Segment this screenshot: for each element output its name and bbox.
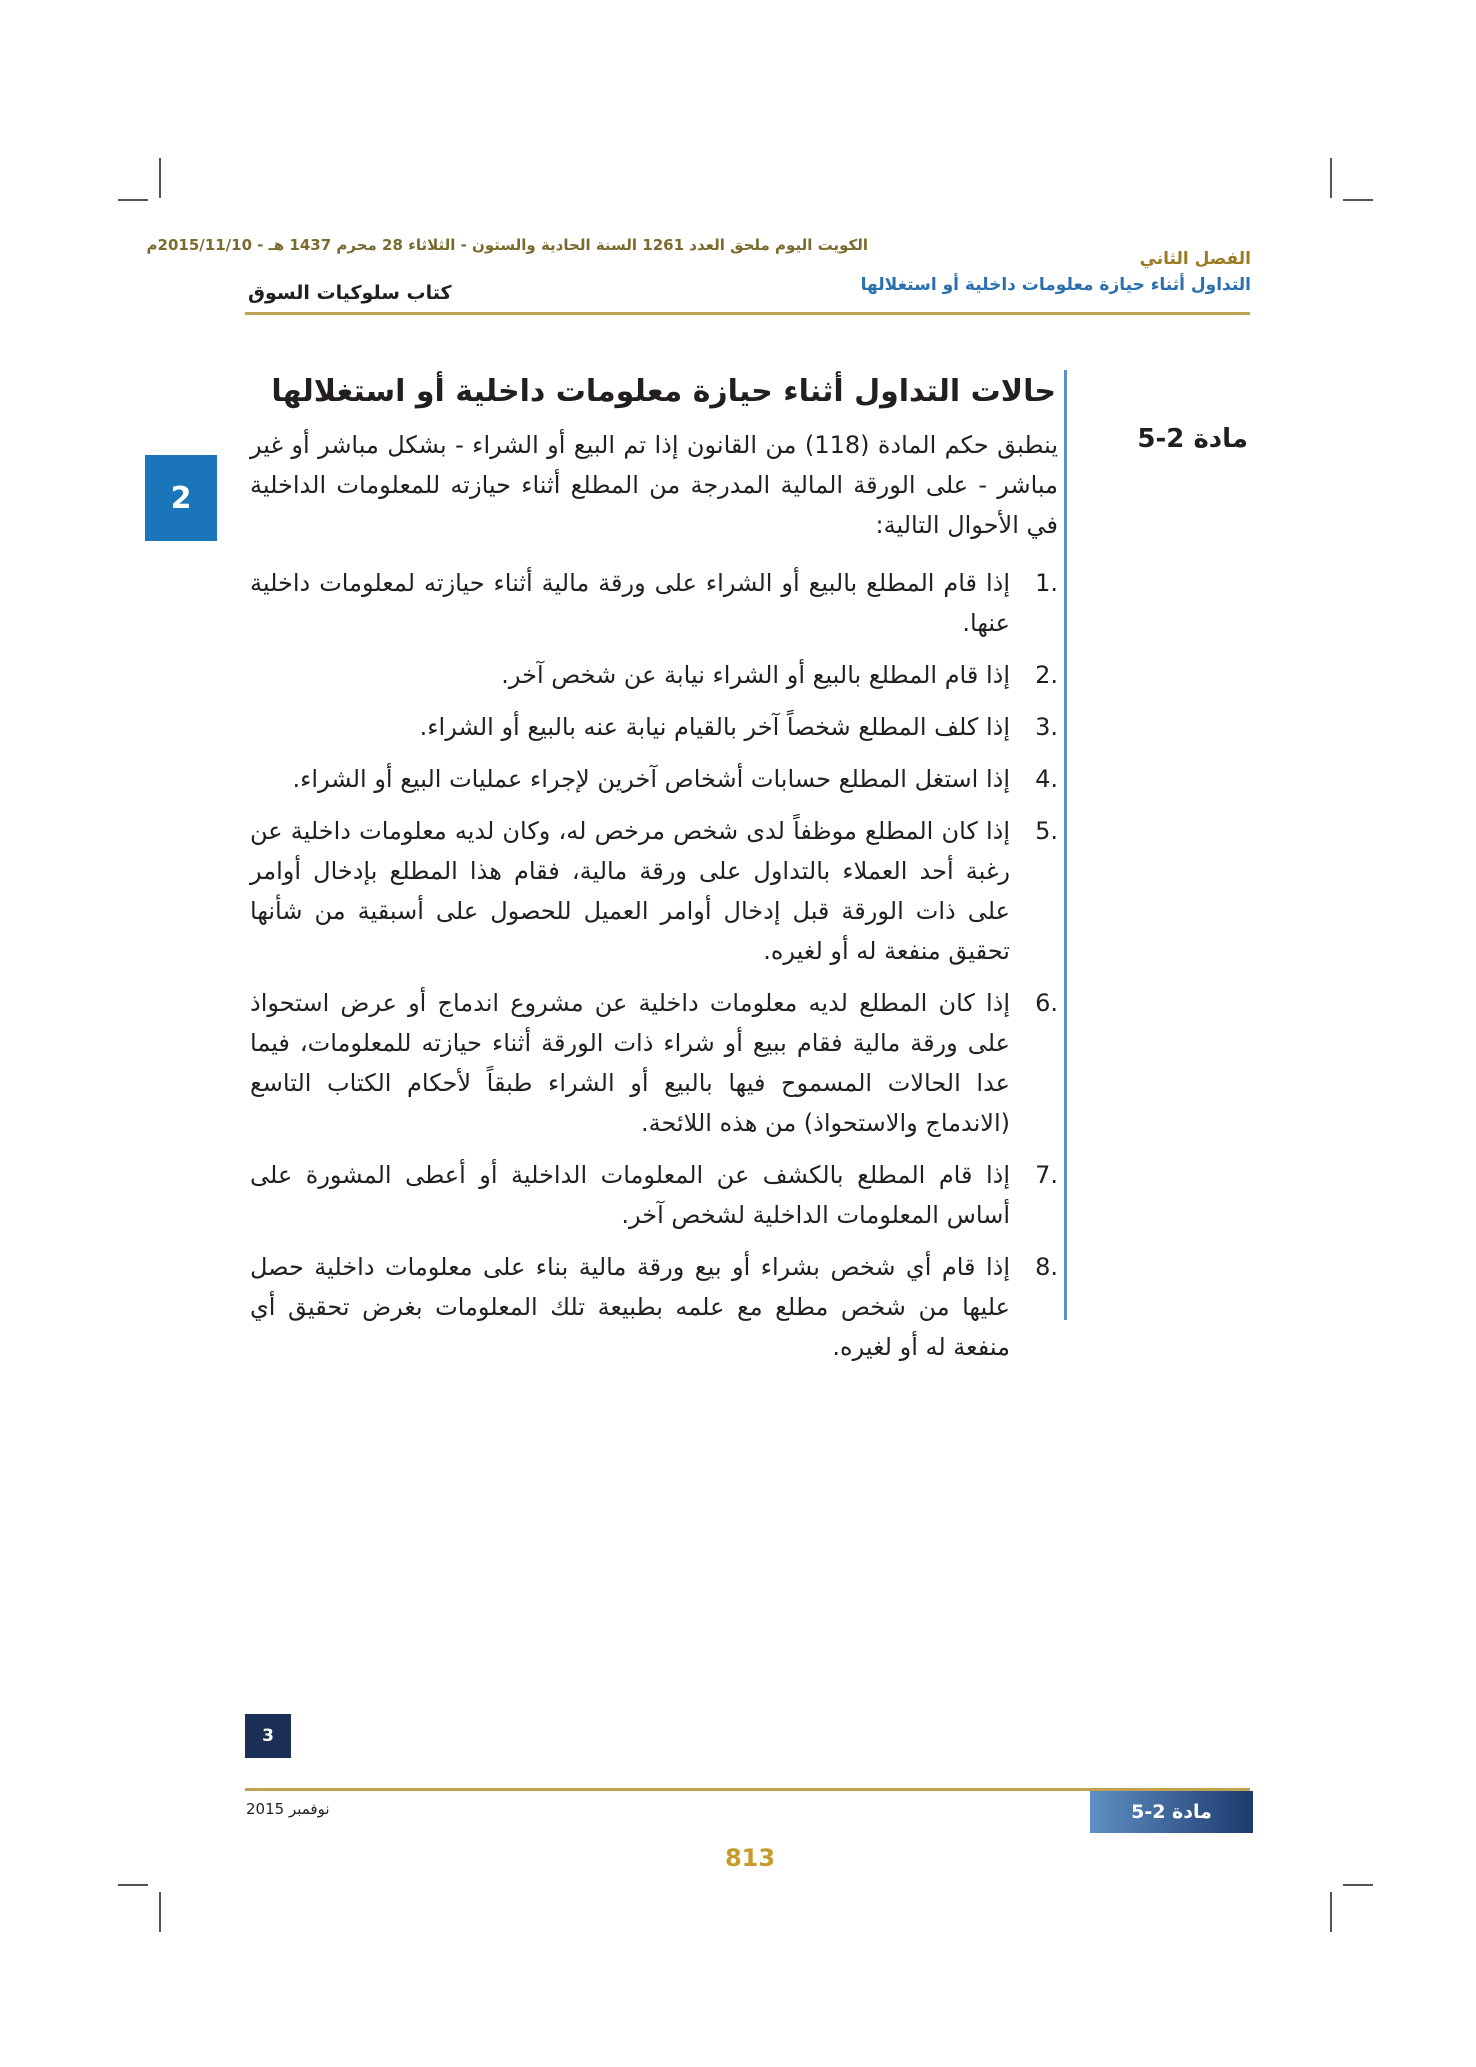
item-text: إذا كان المطلع لديه معلومات داخلية عن مشروع اندماج أو عرض استحواذ على ورقة مالية فقام ببيع أو شراء ذات الورقة أثناء حيازته للمعلومات، فيما عدا الحالات المسموح فيها بالبيع أو الشراء طبقاً لأحكام الكتاب التاسع (الاندماج والاستحواذ) من هذه اللائحة. bbox=[250, 989, 1010, 1137]
crop-mark bbox=[159, 1892, 161, 1932]
intro-paragraph: ينطبق حكم المادة (118) من القانون إذا تم البيع أو الشراء - بشكل مباشر أو غير مباشر - على الورقة المالية المدرجة من المطلع أثناء حيازته للمعلومات الداخلية في الأحوال التالية: bbox=[250, 431, 1058, 539]
list-item bbox=[250, 759, 1058, 799]
list-item bbox=[250, 1155, 1058, 1235]
crop-mark bbox=[118, 199, 148, 201]
footer-date: نوفمبر 2015 bbox=[246, 1800, 330, 1818]
crop-mark bbox=[1330, 1892, 1332, 1932]
crop-mark bbox=[118, 1884, 148, 1886]
item-number: 2. bbox=[1035, 661, 1058, 689]
item-number: 7. bbox=[1035, 1161, 1058, 1189]
header-rule bbox=[245, 312, 1250, 315]
list-item bbox=[250, 707, 1058, 747]
list-item bbox=[250, 811, 1058, 971]
article-body bbox=[250, 425, 1058, 1379]
crop-mark bbox=[1343, 199, 1373, 201]
conditions-list bbox=[250, 563, 1058, 1367]
chapter-label: الفصل الثاني bbox=[1139, 249, 1251, 269]
item-text: إذا قام المطلع بالبيع أو الشراء على ورقة مالية أثناء حيازته لمعلومات داخلية عنها. bbox=[250, 569, 1010, 637]
page-number: 813 bbox=[724, 1844, 776, 1872]
list-item bbox=[250, 655, 1058, 695]
item-text: إذا استغل المطلع حسابات أشخاص آخرين لإجراء عمليات البيع أو الشراء. bbox=[292, 765, 1010, 793]
item-number: 1. bbox=[1035, 569, 1058, 597]
crop-mark bbox=[159, 158, 161, 198]
vertical-divider bbox=[1064, 370, 1067, 1320]
footer-article-tab: مادة 2-5 bbox=[1090, 1791, 1253, 1833]
item-text: إذا قام المطلع بالبيع أو الشراء نيابة عن شخص آخر. bbox=[501, 661, 1010, 689]
item-number: 6. bbox=[1035, 989, 1058, 1017]
gazette-line: الكويت اليوم ملحق العدد 1261 السنة الحادية والستون - الثلاثاء 28 محرم 1437 هـ - 2015/11/10م bbox=[146, 236, 868, 254]
list-item bbox=[250, 983, 1058, 1143]
list-item bbox=[250, 563, 1058, 643]
book-title: كتاب سلوكيات السوق bbox=[248, 282, 452, 304]
item-text: إذا قام المطلع بالكشف عن المعلومات الداخلية أو أعطى المشورة على أساس المعلومات الداخلية لشخص آخر. bbox=[250, 1161, 1010, 1229]
article-label: مادة 2-5 bbox=[1137, 424, 1248, 454]
item-number: 5. bbox=[1035, 817, 1058, 845]
crop-mark bbox=[1343, 1884, 1373, 1886]
crop-mark bbox=[1330, 158, 1332, 198]
list-item bbox=[250, 1247, 1058, 1367]
item-text: إذا كلف المطلع شخصاً آخر بالقيام نيابة عنه بالبيع أو الشراء. bbox=[419, 713, 1010, 741]
chapter-title: التداول أثناء حيازة معلومات داخلية أو استغلالها bbox=[860, 275, 1251, 295]
section-page-box: 3 bbox=[245, 1714, 291, 1758]
section-heading: حالات التداول أثناء حيازة معلومات داخلية أو استغلالها bbox=[271, 374, 1056, 409]
item-text: إذا كان المطلع موظفاً لدى شخص مرخص له، وكان لديه معلومات داخلية عن رغبة أحد العملاء بالتداول على ورقة مالية، فقام هذا المطلع بإدخال أوامر على ذات الورقة قبل إدخال أوامر العميل للحصول على أسبقية من شأنها تحقيق منفعة له أو لغيره. bbox=[250, 817, 1010, 965]
item-number: 3. bbox=[1035, 713, 1058, 741]
item-number: 4. bbox=[1035, 765, 1058, 793]
item-text: إذا قام أي شخص بشراء أو بيع ورقة مالية بناء على معلومات داخلية حصل عليها من شخص مطلع مع علمه بطبيعة تلك المعلومات بغرض تحقيق أي منفعة له أو لغيره. bbox=[250, 1253, 1010, 1361]
item-number: 8. bbox=[1035, 1253, 1058, 1281]
chapter-side-tab: 2 bbox=[145, 455, 217, 541]
